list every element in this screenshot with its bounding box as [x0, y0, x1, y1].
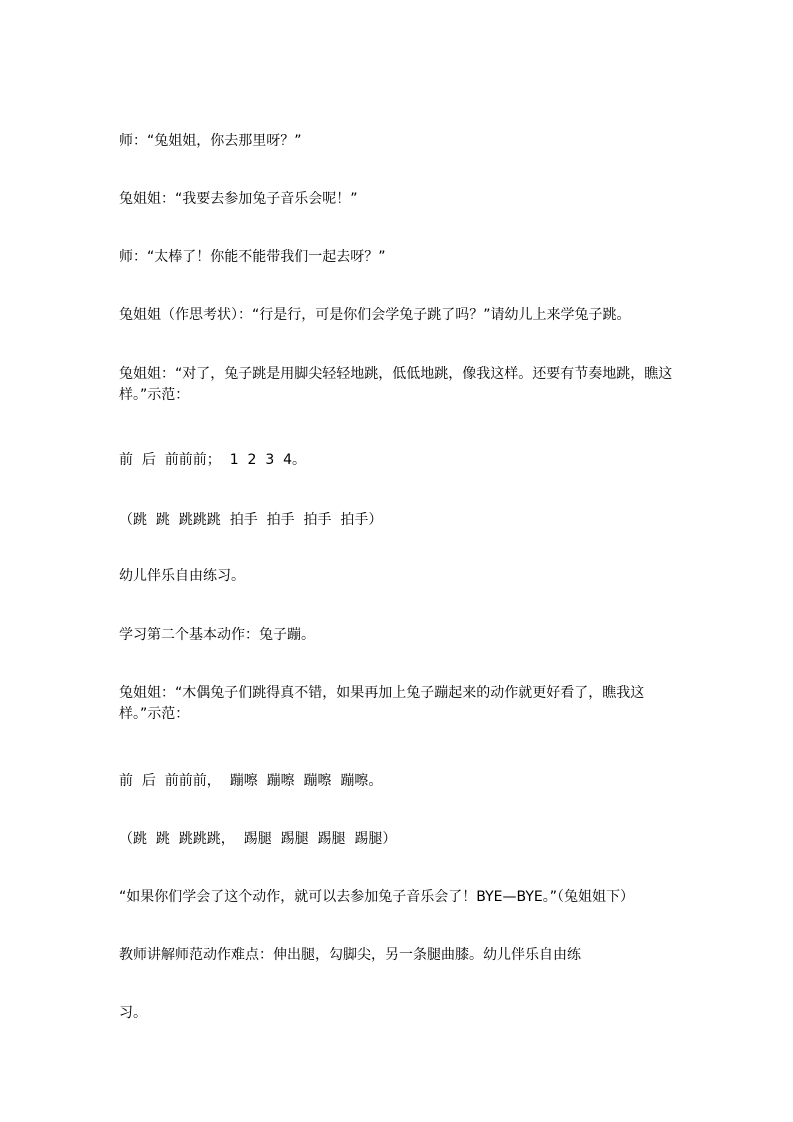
paragraph-9: 学习第二个基本动作：兔子蹦。: [119, 627, 315, 643]
paragraph-15: 习。: [119, 1005, 147, 1021]
paragraph-13: “如果你们学会了这个动作，就可以去参加兔子音乐会了！BYE—BYE。”（兔姐姐下）: [119, 889, 634, 905]
paragraph-1: 师：“兔姐姐，你去那里呀？”: [119, 133, 302, 149]
paragraph-10: 兔姐姐：“木偶兔子们跳得真不错，如果再加上兔子蹦起来的动作就更好看了，瞧我这样。”示范：: [119, 685, 645, 722]
paragraph-2: 兔姐姐：“我要去参加兔子音乐会呢！”: [119, 191, 358, 207]
paragraph-5: 兔姐姐：“对了，兔子跳是用脚尖轻轻地跳，低低地跳，像我这样。还要有节奏地跳，瞧这样。”示范：: [119, 366, 673, 403]
paragraph-4: 兔姐姐（作思考状）：“行是行，可是你们会学兔子跳了吗？”请幼儿上来学兔子跳。: [119, 307, 631, 323]
paragraph-8: 幼儿伴乐自由练习。: [119, 568, 245, 584]
paragraph-7: （跳 跳 跳跳跳 拍手 拍手 拍手 拍手）: [119, 512, 383, 528]
paragraph-11: 前 后 前前前， 蹦嚓 蹦嚓 蹦嚓 蹦嚓。: [119, 773, 383, 789]
paragraph-6: 前 后 前前前； 1 2 3 4。: [119, 452, 307, 468]
paragraph-14: 教师讲解师范动作难点：伸出腿，勾脚尖，另一条腿曲膝。幼儿伴乐自由练: [119, 947, 581, 963]
paragraph-3: 师：“太棒了！你能不能带我们一起去呀？”: [119, 249, 386, 265]
paragraph-12: （跳 跳 跳跳跳， 踢腿 踢腿 踢腿 踢腿）: [119, 831, 397, 847]
